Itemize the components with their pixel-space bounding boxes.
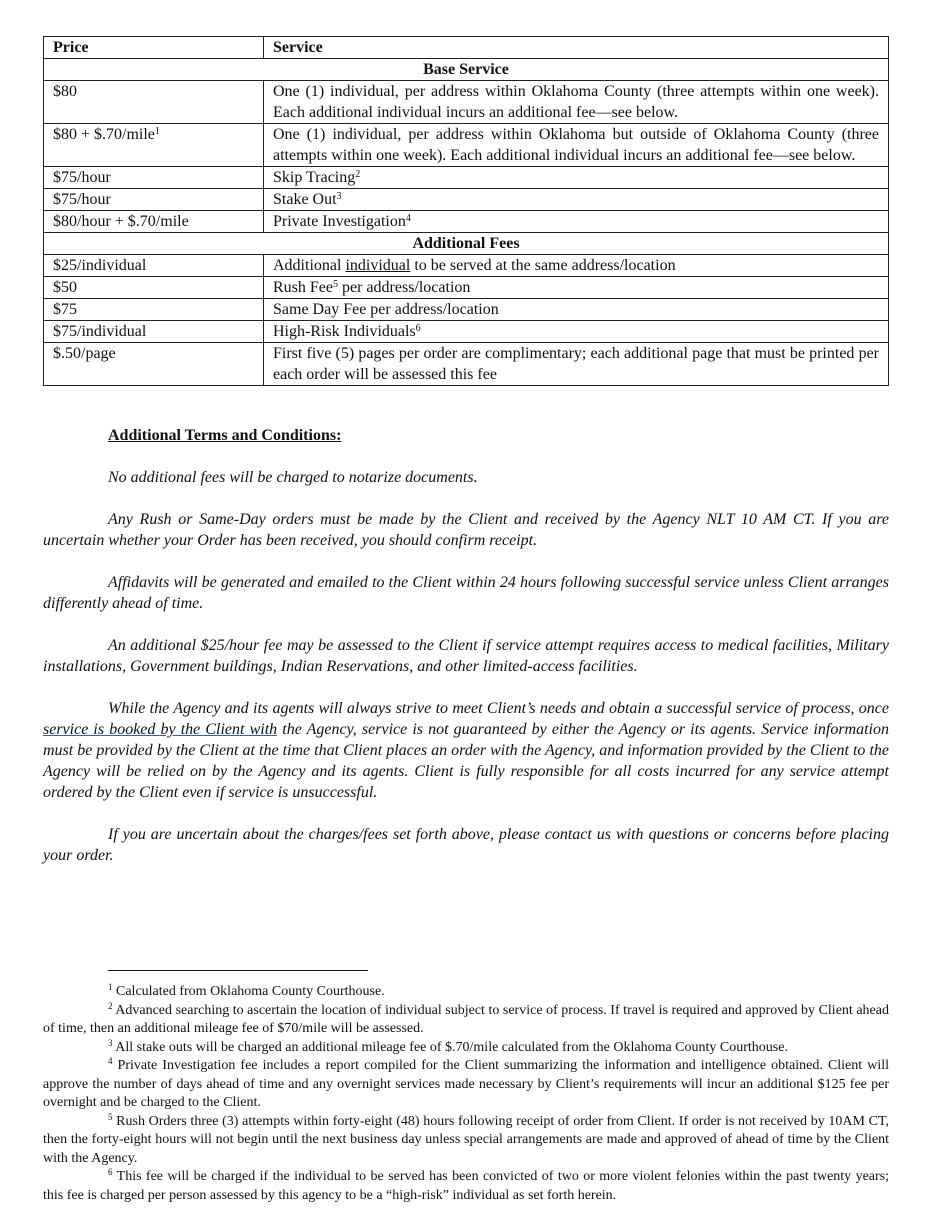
footnote-ref: 4 xyxy=(405,213,411,224)
service-text: to be served at the same address/location xyxy=(410,257,676,274)
table-row xyxy=(44,255,889,277)
service-text: Private Investigation xyxy=(273,213,406,230)
service-text: per address/location xyxy=(338,279,471,296)
footnote-text: Calculated from Oklahoma County Courthouse. xyxy=(112,984,385,999)
footnote-number: 4 xyxy=(108,1056,113,1066)
service-cell xyxy=(264,189,889,211)
footnote xyxy=(43,983,889,1002)
footnote-text: All stake outs will be charged an additional mileage fee of $.70/mile calculated from the Oklahoma County Courthouse. xyxy=(112,1039,788,1055)
service-text: Rush Fee xyxy=(273,279,333,296)
table-row xyxy=(44,189,889,211)
table-row xyxy=(44,81,889,124)
service-cell: Same Day Fee per address/location xyxy=(264,299,889,321)
footnote xyxy=(43,1057,889,1113)
service-cell xyxy=(264,211,889,233)
footnote-ref: 2 xyxy=(355,169,361,180)
table-row xyxy=(44,277,889,299)
terms-heading: Additional Terms and Conditions: xyxy=(108,427,342,444)
terms-paragraph: Affidavits will be generated and emailed to the Client within 24 hours following successful service unless Client arranges differently ahead of time. xyxy=(43,574,889,612)
table-header-row xyxy=(44,37,889,59)
service-cell xyxy=(264,277,889,299)
price-cell: $.50/page xyxy=(44,343,264,386)
price-cell: $75 xyxy=(44,299,264,321)
footnote-text: Private Investigation fee includes a report compiled for the Client summarizing the information and intelligence obtained. Client will approve the number of days ahead of time and any overnight services made necessary by Client’s requirements will incur an additional $125 fee per overnight and be charged to the Client. xyxy=(43,1058,889,1110)
price-cell: $50 xyxy=(44,277,264,299)
price-cell: $75/hour xyxy=(44,167,264,189)
footnote-number: 3 xyxy=(108,1037,113,1048)
terms-section xyxy=(43,425,889,887)
table-row xyxy=(44,167,889,189)
table-row xyxy=(44,343,889,386)
section-additional-fees: Additional Fees xyxy=(44,233,889,255)
footnote-ref: 3 xyxy=(336,191,342,202)
price-text: $80 + $.70/mile xyxy=(53,126,155,143)
price-cell: $75/hour xyxy=(44,189,264,211)
table-row xyxy=(44,299,889,321)
service-header: Service xyxy=(264,37,889,59)
footnote-ref: 1 xyxy=(154,126,160,137)
price-header: Price xyxy=(44,37,264,59)
footnote-number: 2 xyxy=(108,1000,113,1011)
footnote xyxy=(43,1168,889,1205)
footnote-text: Advanced searching to ascertain the location of individual subject to service of process. If travel is required and approved by Client ahead of time, then an additional mileage fee of $70/mile will be assessed. xyxy=(43,1002,889,1036)
text: the Agency, service is not guaranteed by either the Agency or its agents. Service information must be provided by the Client at the time that Client places an order with the Agency, and information provided by the Client to the Agency will be relied on by the Agency and its agents. Client is fully responsible for all costs incurred for any service attempt ordered by the Client even if service is unsuccessful. xyxy=(43,721,890,801)
table-row xyxy=(44,211,889,233)
footnotes xyxy=(43,983,889,1205)
service-text: Stake Out xyxy=(273,191,337,208)
price-cell: $25/individual xyxy=(44,255,264,277)
footnote-ref: 6 xyxy=(415,323,421,334)
terms-paragraph: Any Rush or Same-Day orders must be made by the Client and received by the Agency NLT 10 AM CT. If you are uncertain whether your Order has been received, you should confirm receipt. xyxy=(43,511,889,549)
service-cell: One (1) individual, per address within Oklahoma but outside of Oklahoma County (three attempts within one week). Each additional individual incurs an additional fee—see below. xyxy=(264,124,889,167)
section-base-service: Base Service xyxy=(44,59,889,81)
footnote xyxy=(43,1002,889,1039)
terms-paragraph: If you are uncertain about the charges/fees set forth above, please contact us with questions or concerns before placing your order. xyxy=(43,826,889,864)
service-cell: One (1) individual, per address within Oklahoma County (three attempts within one week). Each additional individual incurs an additional fee—see below. xyxy=(264,81,889,124)
underlined-text: service is booked by the Client with xyxy=(43,721,278,738)
service-text: High-Risk Individuals xyxy=(273,323,416,340)
price-cell: $80 xyxy=(44,81,264,124)
footnote-text: This fee will be charged if the individual to be served has been convicted of two or more violent felonies within the past twenty years; this fee is charged per person assessed by this agency to be a “high-risk” individual as set forth herein. xyxy=(43,1169,889,1203)
service-cell xyxy=(264,255,889,277)
underlined-text: individual xyxy=(345,257,411,274)
service-cell xyxy=(264,321,889,343)
service-cell xyxy=(264,167,889,189)
footnote-number: 5 xyxy=(108,1111,113,1122)
footnote-number: 1 xyxy=(108,982,113,992)
text: While the Agency and its agents will always strive to meet Client’s needs and obtain a successful service of process, once xyxy=(108,700,889,717)
fee-table xyxy=(43,36,889,386)
footnote xyxy=(43,1039,889,1058)
footnote-ref: 5 xyxy=(333,279,338,290)
footnote-text: Rush Orders three (3) attempts within forty-eight (48) hours following receipt of order from Client. If order is not received by 10AM CT, then the forty-eight hours will not begin until the next business day unless special arrangements are made and approved of ahead of time by the Client with the Agency. xyxy=(43,1113,889,1166)
price-cell: $80/hour + $.70/mile xyxy=(44,211,264,233)
service-cell: First five (5) pages per order are complimentary; each additional page that must be printed per each order will be assessed this fee xyxy=(264,343,889,386)
table-row xyxy=(44,124,889,167)
footnote-separator xyxy=(108,970,368,971)
table-row xyxy=(44,321,889,343)
footnote-number: 6 xyxy=(108,1167,113,1177)
terms-paragraph: No additional fees will be charged to notarize documents. xyxy=(108,469,478,486)
terms-paragraph: An additional $25/hour fee may be assessed to the Client if service attempt requires access to medical facilities, Military installations, Government buildings, Indian Reservations, and other limited-access facilities. xyxy=(43,637,889,675)
service-text: Additional xyxy=(273,257,346,274)
price-cell xyxy=(44,124,264,167)
footnote xyxy=(43,1113,889,1169)
service-text: Skip Tracing xyxy=(273,169,356,186)
terms-paragraph xyxy=(43,698,889,803)
price-cell: $75/individual xyxy=(44,321,264,343)
